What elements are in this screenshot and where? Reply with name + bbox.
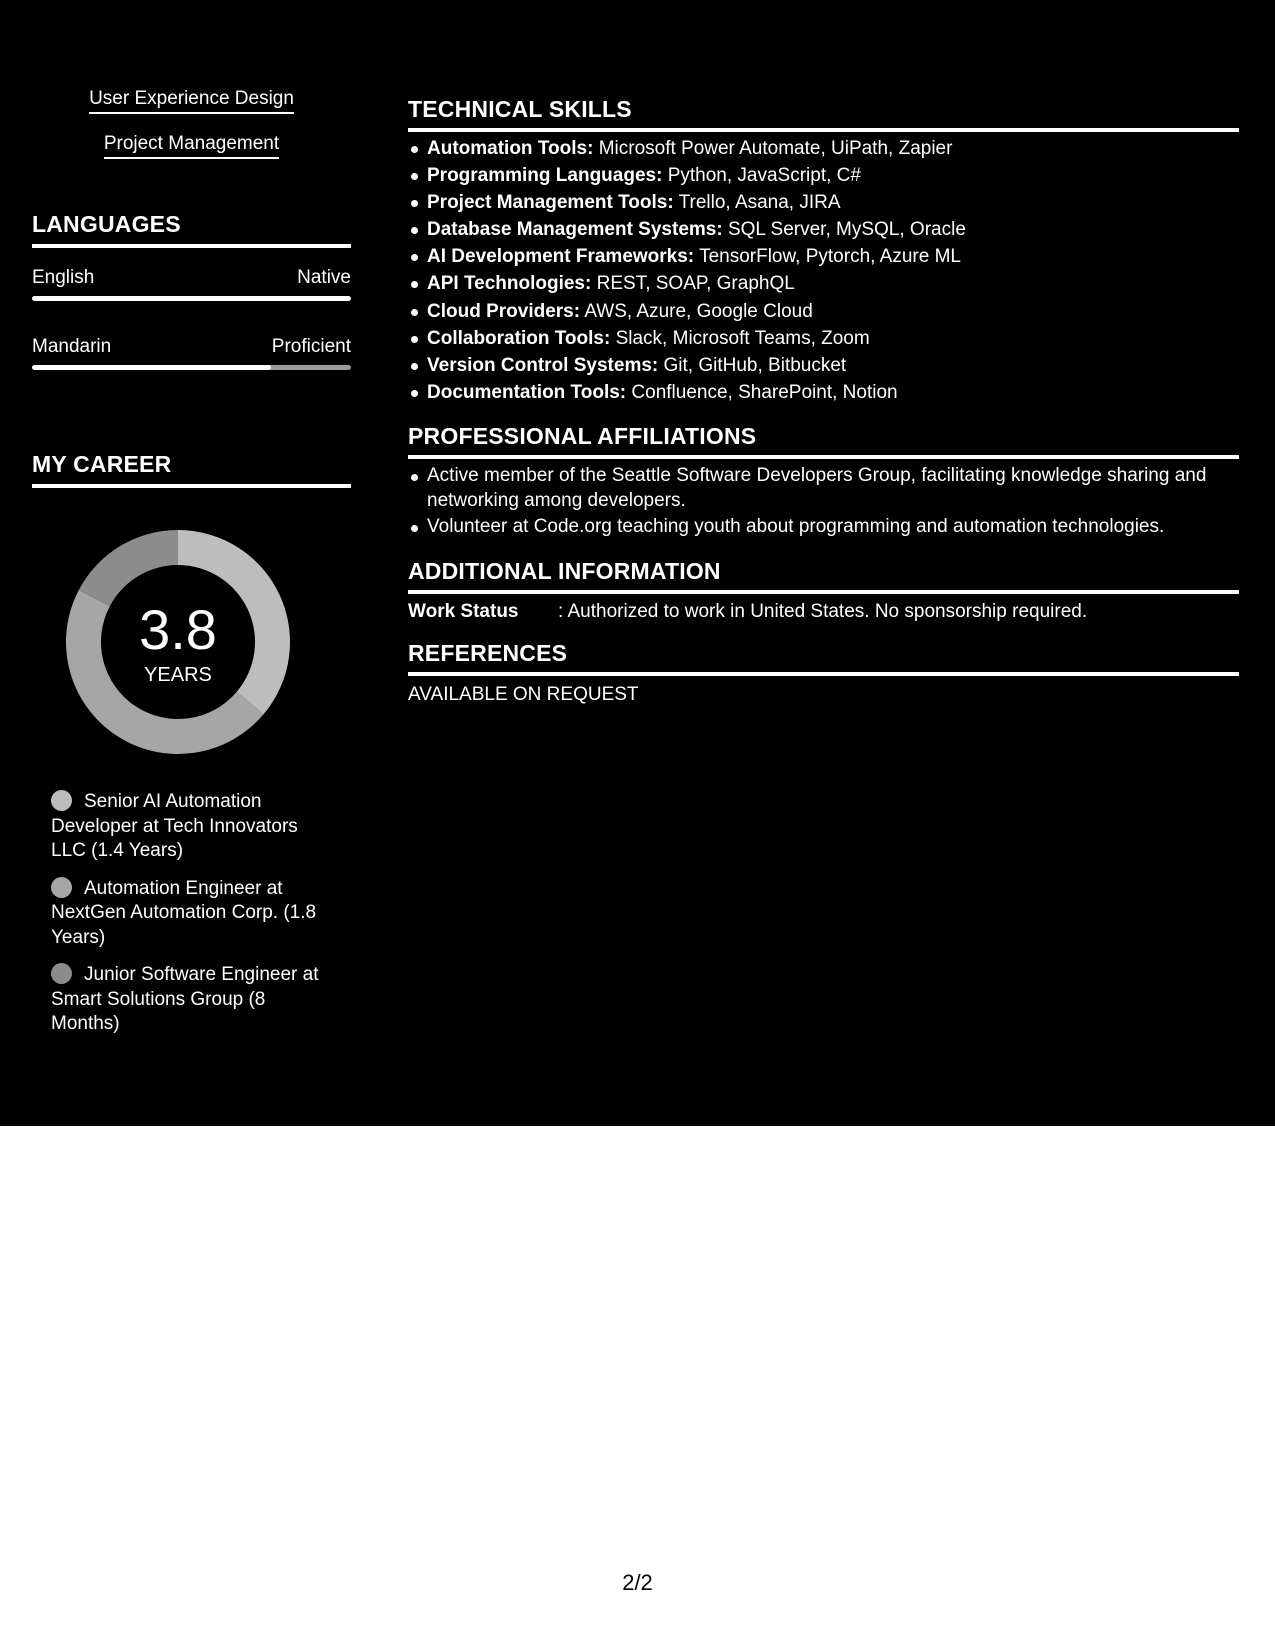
technical-skills-list xyxy=(408,135,1239,406)
career-donut-segment xyxy=(79,530,178,606)
technical-skill-item xyxy=(408,243,1239,270)
technical-skill-value: SQL Server, MySQL, Oracle xyxy=(727,219,966,241)
career-total-unit: YEARS xyxy=(144,664,212,686)
technical-skill-item xyxy=(408,352,1239,379)
references-heading: REFERENCES xyxy=(408,640,1239,676)
technical-skill-label: Programming Languages: xyxy=(427,165,663,187)
technical-skill-item xyxy=(408,162,1239,189)
technical-skill-item xyxy=(408,325,1239,352)
languages-heading: LANGUAGES xyxy=(32,211,351,248)
technical-skill-value: Confluence, SharePoint, Notion xyxy=(631,381,898,403)
career-item xyxy=(51,877,321,951)
language-row xyxy=(32,336,351,376)
technical-skill-label: Version Control Systems: xyxy=(427,354,659,376)
work-status-value: : Authorized to work in United States. No sponsorship required. xyxy=(558,601,1088,622)
technical-skill-item xyxy=(408,189,1239,216)
technical-skill-item xyxy=(408,298,1239,325)
career-item-text: Junior Software Engineer at Smart Solutions Group (8 Months) xyxy=(51,964,319,1034)
skill-tag-label: Project Management xyxy=(104,133,279,159)
references-text: AVAILABLE ON REQUEST xyxy=(408,684,639,705)
technical-skill-item xyxy=(408,379,1239,406)
career-list xyxy=(51,790,321,1050)
language-name: English xyxy=(32,267,95,288)
career-total-years: 3.8 xyxy=(139,598,217,661)
technical-skill-value: Python, JavaScript, C# xyxy=(667,165,861,187)
technical-skill-label: Database Management Systems: xyxy=(427,219,723,241)
affiliations-heading: PROFESSIONAL AFFILIATIONS xyxy=(408,423,1239,459)
language-level: Proficient xyxy=(271,336,351,357)
career-heading: MY CAREER xyxy=(32,451,351,488)
affiliation-item: Volunteer at Code.org teaching youth about programming and automation technologies. xyxy=(408,515,1239,540)
language-proficiency-bar xyxy=(32,296,351,301)
technical-skill-label: Project Management Tools: xyxy=(427,192,674,214)
technical-skill-value: Git, GitHub, Bitbucket xyxy=(663,354,847,376)
additional-info-heading: ADDITIONAL INFORMATION xyxy=(408,558,1239,594)
technical-skill-label: AI Development Frameworks: xyxy=(427,246,695,268)
career-item-text: Automation Engineer at NextGen Automation Corp. (1.8 Years) xyxy=(51,877,317,948)
technical-skill-label: API Technologies: xyxy=(427,273,592,295)
technical-skills-heading: TECHNICAL SKILLS xyxy=(408,96,1239,132)
language-level: Native xyxy=(297,267,351,288)
language-row xyxy=(32,267,351,307)
career-item xyxy=(51,963,321,1037)
page-number: 2/2 xyxy=(622,1570,653,1595)
affiliation-item: Active member of the Seattle Software Developers Group, facilitating knowledge sharing and networking among developers. xyxy=(408,464,1239,513)
career-donut-chart xyxy=(66,530,290,754)
skill-tag-label: User Experience Design xyxy=(89,88,294,114)
work-status-label: Work Status xyxy=(408,601,519,622)
career-item xyxy=(51,790,321,864)
career-legend-dot xyxy=(51,963,72,984)
technical-skill-label: Collaboration Tools: xyxy=(427,327,611,349)
technical-skill-value: Slack, Microsoft Teams, Zoom xyxy=(615,327,870,349)
career-item-text: Senior AI Automation Developer at Tech Innovators LLC (1.4 Years) xyxy=(51,791,298,861)
technical-skill-value: TensorFlow, Pytorch, Azure ML xyxy=(699,246,961,268)
language-proficiency-fill xyxy=(32,296,351,301)
technical-skill-item xyxy=(408,270,1239,297)
technical-skill-item xyxy=(408,135,1239,162)
language-proficiency-fill xyxy=(32,365,271,370)
language-proficiency-bar xyxy=(32,365,351,370)
technical-skill-value: Microsoft Power Automate, UiPath, Zapier xyxy=(598,138,953,159)
technical-skill-value: AWS, Azure, Google Cloud xyxy=(584,300,813,322)
skill-tag xyxy=(32,133,351,159)
technical-skill-value: Trello, Asana, JIRA xyxy=(678,192,841,214)
technical-skill-value: REST, SOAP, GraphQL xyxy=(596,273,795,295)
language-name: Mandarin xyxy=(32,336,112,357)
technical-skill-label: Cloud Providers: xyxy=(427,300,581,322)
skill-tag xyxy=(32,88,351,114)
technical-skill-label: Documentation Tools: xyxy=(427,381,627,403)
career-legend-dot xyxy=(51,790,72,811)
affiliations-list xyxy=(408,464,1239,542)
technical-skill-item xyxy=(408,216,1239,243)
career-legend-dot xyxy=(51,877,72,898)
technical-skill-label: Automation Tools: xyxy=(427,138,594,159)
